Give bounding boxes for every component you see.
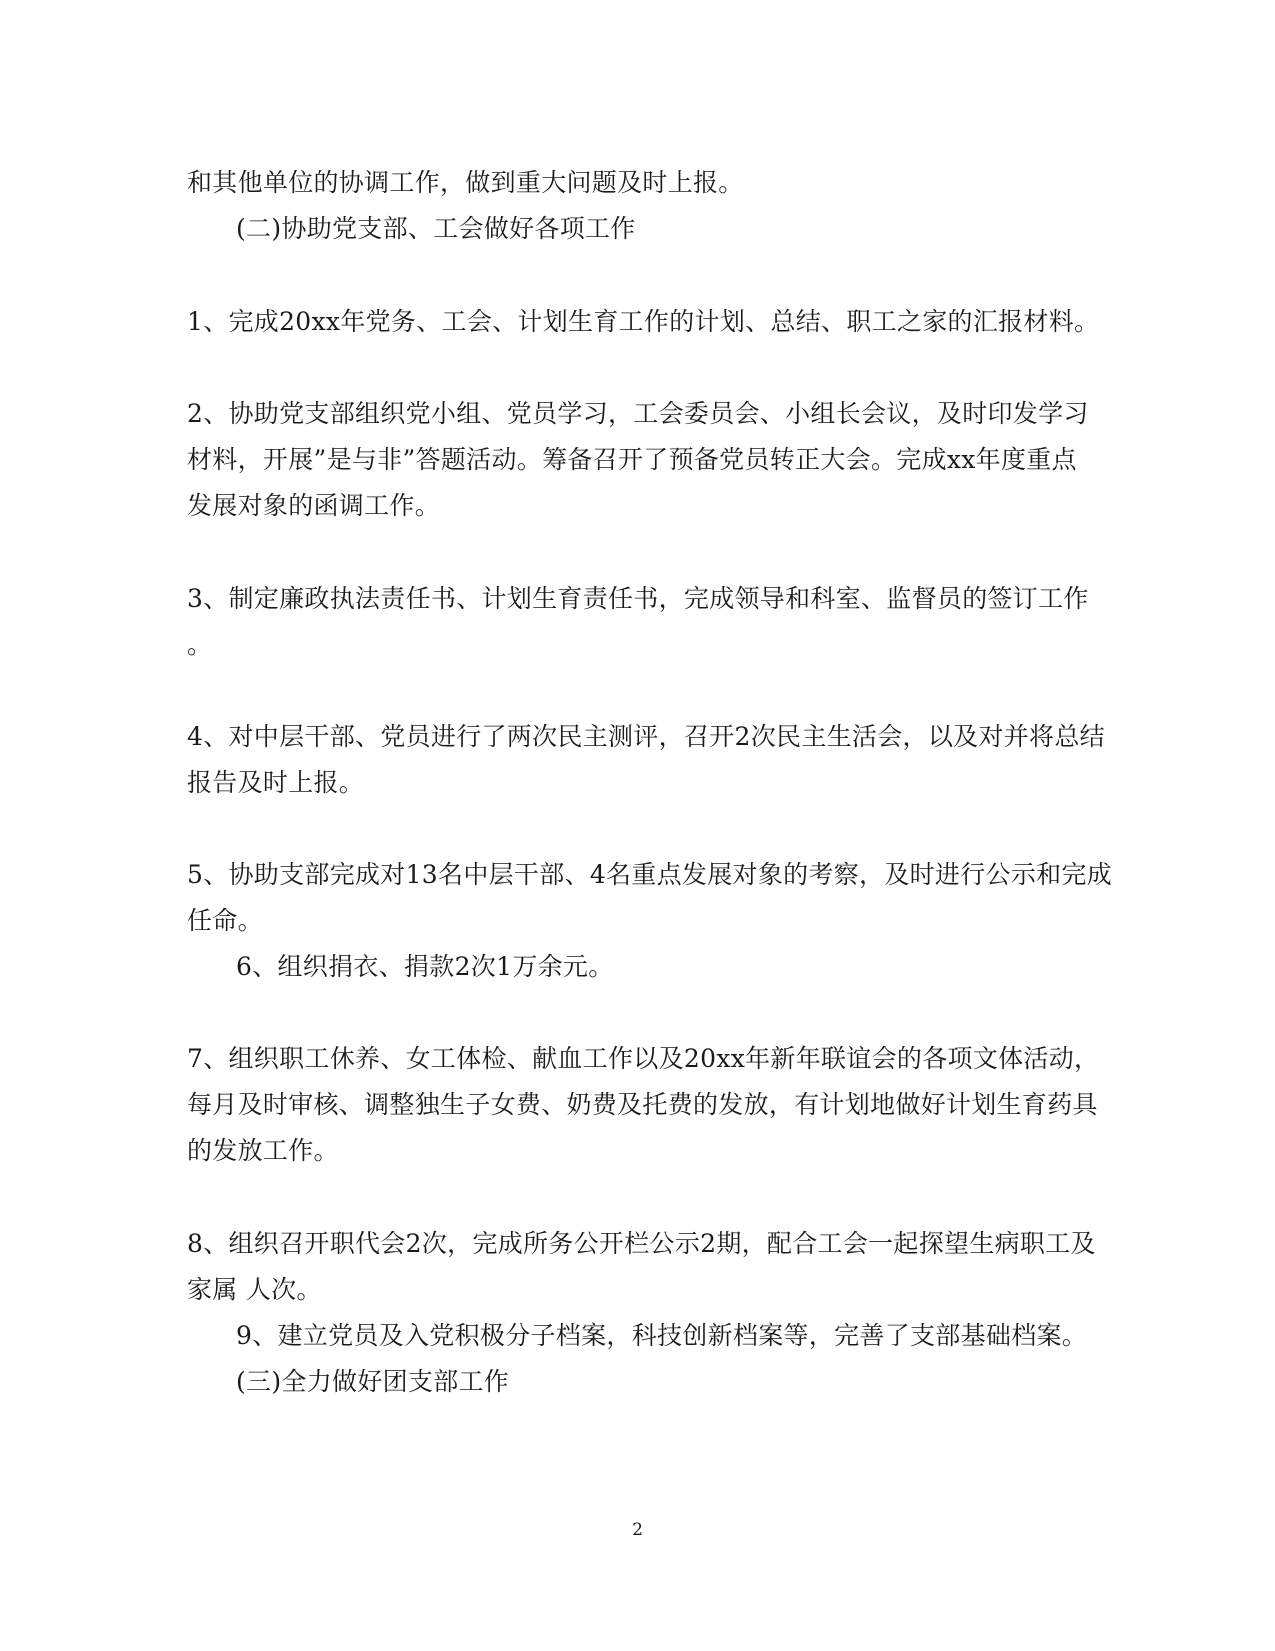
- list-item: 8、组织召开职代会2次，完成所务公开栏公示2期，配合工会一起探望生病职工及: [187, 1229, 1096, 1258]
- paragraph-line: 和其他单位的协调工作，做到重大问题及时上报。: [187, 168, 744, 197]
- list-item: 1、完成20xx年党务、工会、计划生育工作的计划、总结、职工之家的汇报材料。: [187, 307, 1100, 336]
- page-number: 2: [632, 1520, 643, 1540]
- section-heading: (三)全力做好团支部工作: [236, 1367, 510, 1396]
- paragraph-line: 家属 人次。: [187, 1275, 322, 1304]
- list-item: 5、协助支部完成对13名中层干部、4名重点发展对象的考察，及时进行公示和完成: [187, 860, 1113, 889]
- paragraph-line: 报告及时上报。: [187, 768, 365, 797]
- list-item: 2、协助党支部组织党小组、党员学习，工会委员会、小组长会议，及时印发学习: [187, 399, 1089, 428]
- list-item: 3、制定廉政执法责任书、计划生育责任书，完成领导和科室、监督员的签订工作: [187, 584, 1089, 613]
- paragraph-line: 。: [187, 630, 213, 659]
- list-item: 4、对中层干部、党员进行了两次民主测评，召开2次民主生活会，以及对并将总结: [187, 722, 1105, 751]
- paragraph-line: 的发放工作。: [187, 1136, 339, 1165]
- paragraph-line: 每月及时审核、调整独生子女费、奶费及托费的发放，有计划地做好计划生育药具: [187, 1090, 1098, 1119]
- paragraph-line: 任命。: [187, 906, 263, 935]
- list-item: 7、组织职工休养、女工体检、献血工作以及20xx年新年联谊会的各项文体活动，: [187, 1044, 1100, 1073]
- paragraph-line: 材料，开展”是与非”答题活动。筹备召开了预备党员转正大会。完成xx年度重点: [187, 445, 1077, 474]
- list-item: 9、建立党员及入党积极分子档案，科技创新档案等，完善了支部基础档案。: [236, 1321, 1088, 1350]
- list-item: 6、组织捐衣、捐款2次1万余元。: [236, 952, 614, 981]
- paragraph-line: 发展对象的函调工作。: [187, 491, 441, 520]
- section-heading: (二)协助党支部、工会做好各项工作: [236, 214, 636, 243]
